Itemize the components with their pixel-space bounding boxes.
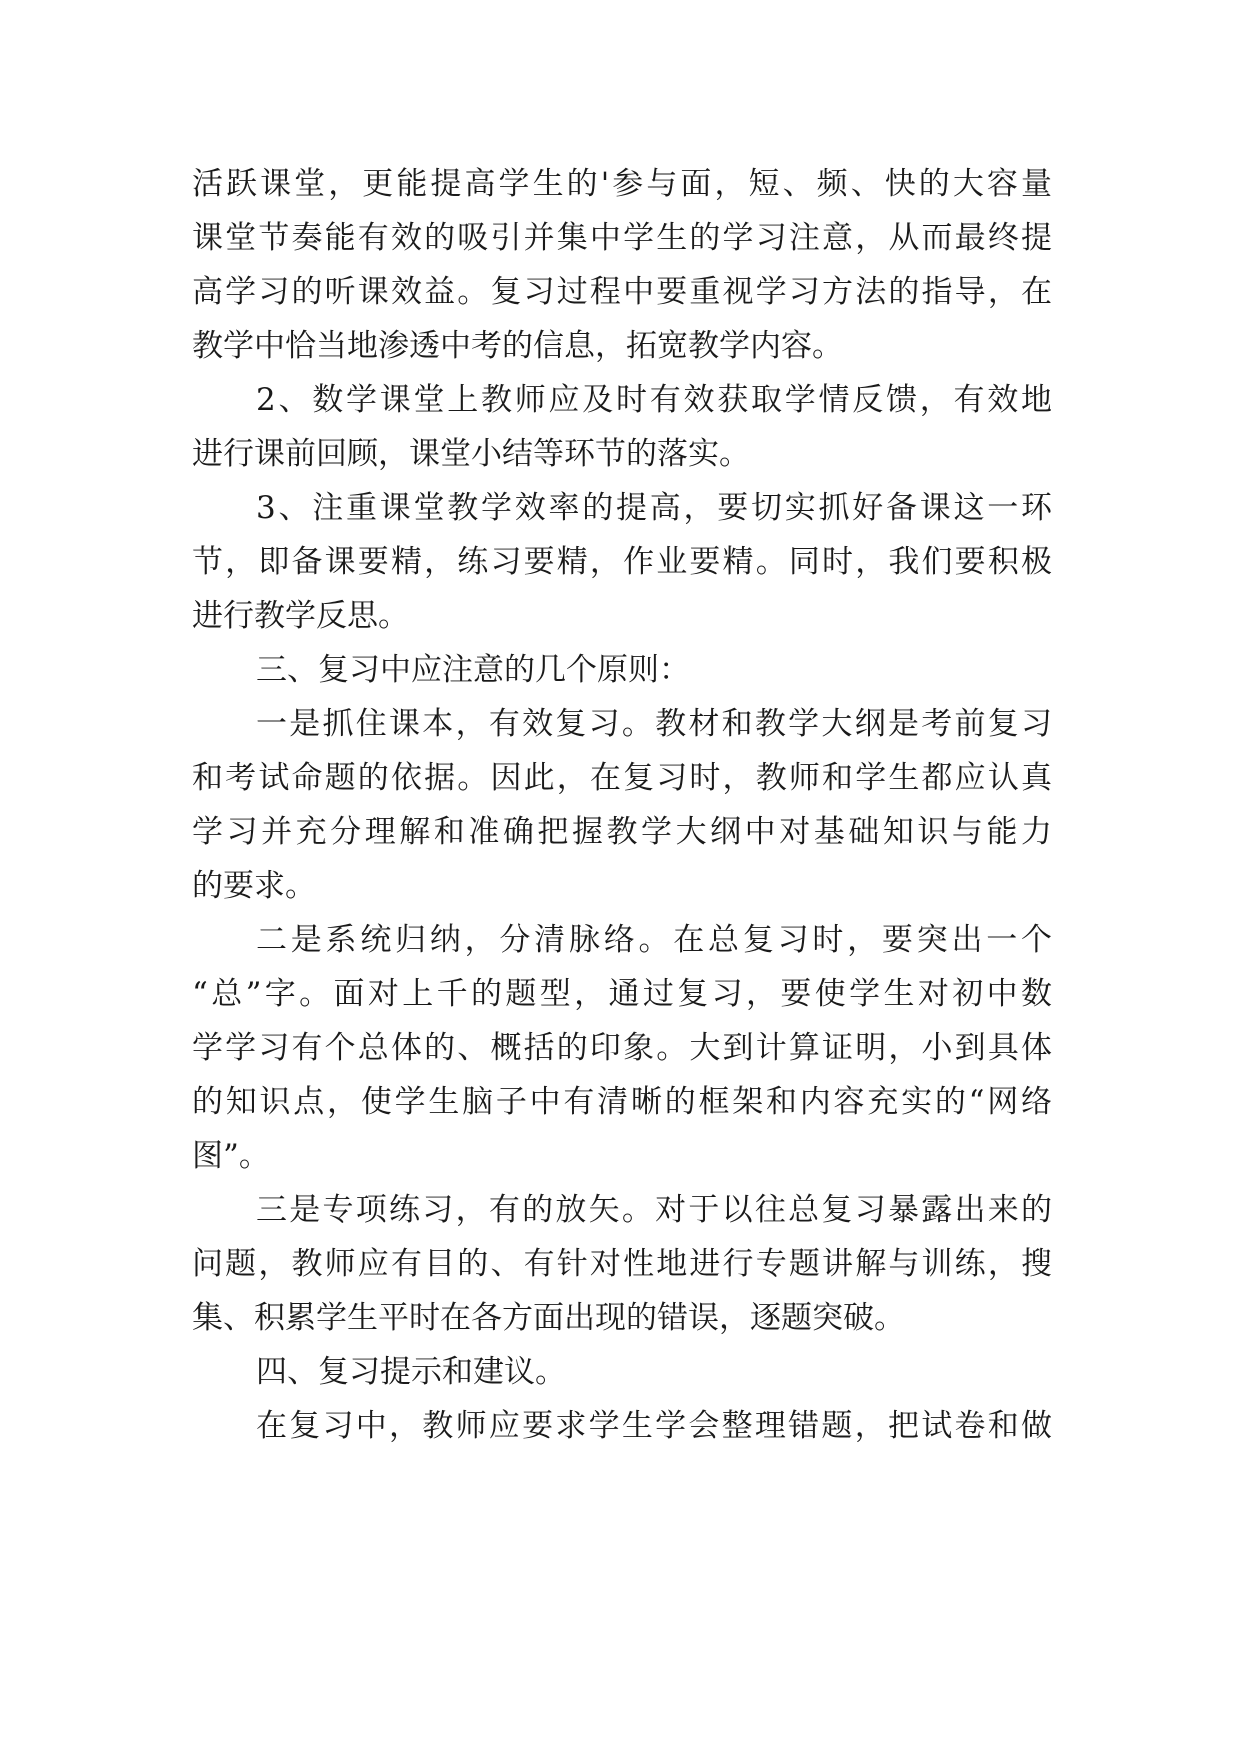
text-line-18: 的知识点，使学生脑子中有清晰的框架和内容充实的“网络	[192, 1084, 1052, 1120]
text-line-3: 高学习的听课效益。复习过程中要重视学习方法的指导，在	[192, 274, 1052, 310]
text-line-14: 的要求。	[192, 868, 316, 904]
text-line-24: 在复习中，教师应要求学生学会整理错题，把试卷和做	[256, 1408, 1052, 1444]
section-heading-principles: 三、复习中应注意的几个原则：	[256, 652, 690, 688]
text-line-17: 学学习有个总体的、概括的印象。大到计算证明，小到具体	[192, 1030, 1052, 1066]
text-line-1: 活跃课堂，更能提高学生的'参与面，短、频、快的大容量	[192, 166, 1052, 202]
text-line-21: 问题，教师应有目的、有针对性地进行专题讲解与训练，搜	[192, 1246, 1052, 1282]
text-line-6: 进行课前回顾，课堂小结等环节的落实。	[192, 436, 750, 472]
text-line-15: 二是系统归纳，分清脉络。在总复习时，要突出一个	[256, 922, 1052, 958]
text-line-19: 图”。	[192, 1138, 270, 1174]
text-line-7: 3、注重课堂教学效率的提高，要切实抓好备课这一环	[256, 490, 1052, 526]
text-line-11: 一是抓住课本，有效复习。教材和教学大纲是考前复习	[256, 706, 1052, 742]
text-line-22: 集、积累学生平时在各方面出现的错误，逐题突破。	[192, 1300, 905, 1336]
text-line-9: 进行教学反思。	[192, 598, 409, 634]
text-line-2: 课堂节奏能有效的吸引并集中学生的学习注意，从而最终提	[192, 220, 1052, 256]
text-line-13: 学习并充分理解和准确把握教学大纲中对基础知识与能力	[192, 814, 1052, 850]
section-heading-suggestions: 四、复习提示和建议。	[256, 1354, 566, 1390]
text-line-12: 和考试命题的依据。因此，在复习时，教师和学生都应认真	[192, 760, 1052, 796]
text-line-16: “总”字。面对上千的题型，通过复习，要使学生对初中数	[192, 976, 1052, 1012]
text-line-20: 三是专项练习，有的放矢。对于以往总复习暴露出来的	[256, 1192, 1052, 1228]
text-line-4: 教学中恰当地渗透中考的信息，拓宽教学内容。	[192, 328, 843, 364]
text-line-5: 2、数学课堂上教师应及时有效获取学情反馈，有效地	[256, 382, 1052, 418]
text-line-8: 节，即备课要精，练习要精，作业要精。同时，我们要积极	[192, 544, 1052, 580]
